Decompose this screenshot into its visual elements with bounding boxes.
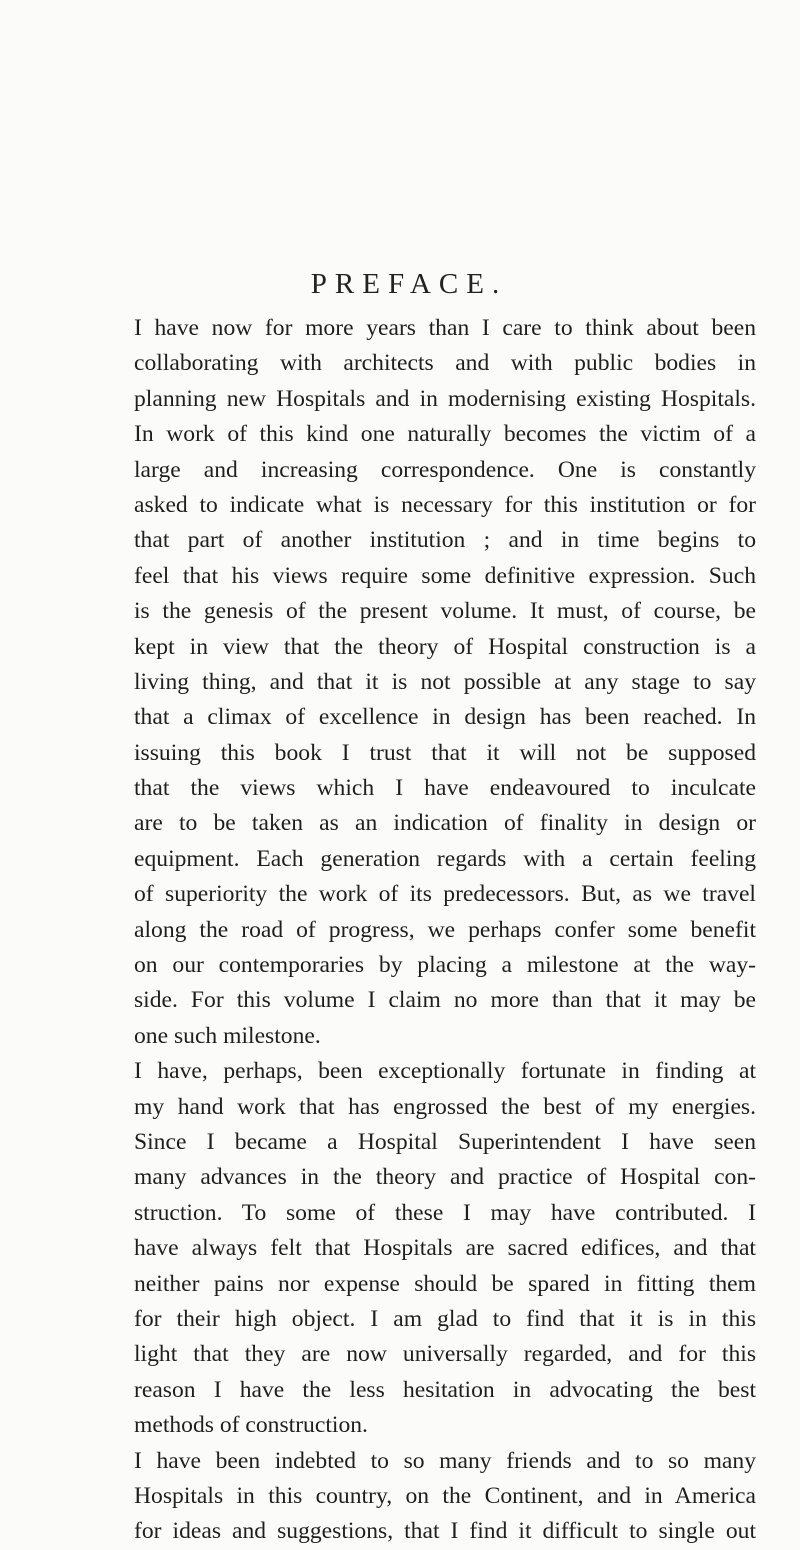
text-line: I have now for more years than I care to think about been: [134, 315, 756, 341]
text-line: for ideas and suggestions, that I find it difficult to single out: [134, 1518, 756, 1545]
text-line: equipment. Each generation regards with a certain feeling: [134, 845, 756, 872]
text-line: reason I have the less hesitation in advocating the best: [134, 1376, 756, 1403]
text-line: of superiority the work of its predecessors. But, as we travel: [134, 881, 756, 908]
text-line: living thing, and that it is not possible at any stage to say: [134, 668, 756, 695]
text-line: methods of construction.: [134, 1412, 368, 1439]
text-line: issuing this book I trust that it will not be supposed: [134, 739, 756, 766]
text-line: I have, perhaps, been exceptionally fortunate in finding at: [134, 1058, 756, 1085]
text-line: for their high object. I am glad to find that it is in this: [134, 1305, 756, 1332]
text-line: many advances in the theory and practice of Hospital con-: [134, 1164, 756, 1191]
text-line: on our contemporaries by placing a milestone at the way-: [134, 952, 756, 979]
text-line: feel that his views require some definitive expression. Such: [134, 562, 756, 589]
text-line: In work of this kind one naturally becomes the victim of a: [134, 421, 756, 448]
text-line: kept in view that the theory of Hospital construction is a: [134, 633, 756, 660]
text-line: asked to indicate what is necessary for this institution or for: [134, 491, 756, 518]
preface-body: [134, 311, 756, 1550]
text-line: side. For this volume I claim no more than that it may be: [134, 987, 756, 1014]
text-line: along the road of progress, we perhaps confer some benefit: [134, 916, 756, 943]
page-title: PREFACE.: [310, 268, 508, 300]
text-line: collaborating with architects and with public bodies in: [134, 350, 756, 377]
text-line: that the views which I have endeavoured to inculcate: [134, 775, 756, 802]
text-line: light that they are now universally regarded, and for this: [134, 1341, 756, 1368]
text-line: that a climax of excellence in design has been reached. In: [134, 704, 756, 731]
text-line: that part of another institution ; and in time begins to: [134, 527, 756, 554]
text-line: neither pains nor expense should be spared in fitting them: [134, 1270, 756, 1297]
text-line: large and increasing correspondence. One is constantly: [134, 456, 756, 483]
text-line: planning new Hospitals and in modernising existing Hospitals.: [134, 385, 756, 412]
text-line: Since I became a Hospital Superintendent I have seen: [134, 1128, 756, 1155]
text-line: is the genesis of the present volume. It must, of course, be: [134, 598, 756, 625]
text-line: one such milestone.: [134, 1022, 321, 1049]
text-line: Hospitals in this country, on the Continent, and in America: [134, 1482, 756, 1509]
text-line: have always felt that Hospitals are sacred edifices, and that: [134, 1235, 756, 1262]
text-line: I have been indebted to so many friends and to so many: [134, 1447, 756, 1474]
text-line: my hand work that has engrossed the best of my energies.: [134, 1093, 756, 1120]
text-line: struction. To some of these I may have contributed. I: [134, 1199, 756, 1226]
text-line: are to be taken as an indication of finality in design or: [134, 810, 756, 837]
